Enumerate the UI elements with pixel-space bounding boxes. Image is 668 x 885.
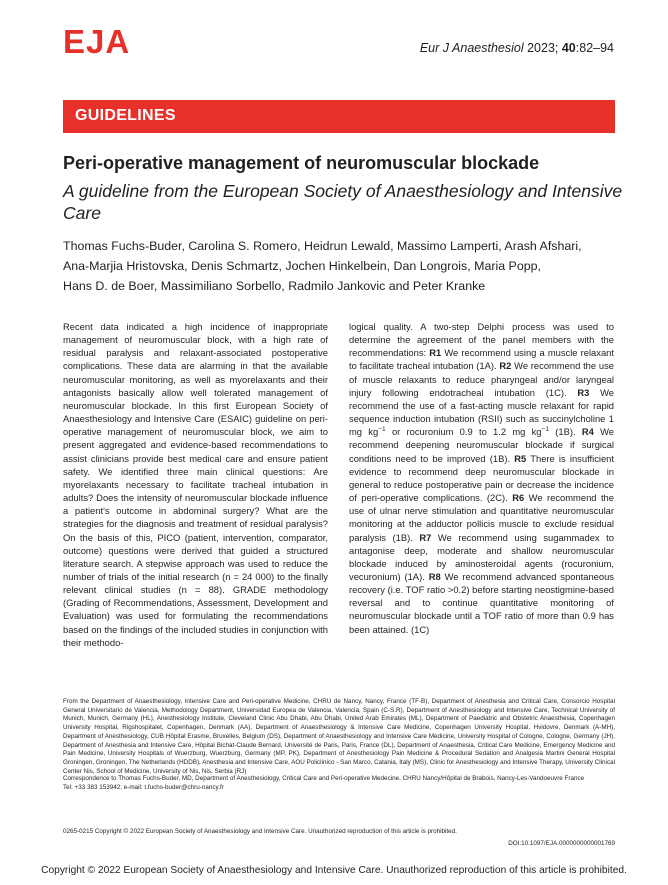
recommendation-text: We recommend using a muscle relaxant to facilitate tracheal intubation (1A).: [349, 347, 614, 372]
recommendation-label: R3: [577, 386, 590, 398]
superscript: −1: [378, 426, 386, 434]
recommendation-label: R4: [581, 426, 594, 438]
section-banner: [63, 100, 615, 133]
journal-citation: [420, 41, 614, 55]
journal-year: 2023;: [527, 41, 559, 55]
copyright-line: 0265-0215 Copyright © 2022 European Society of Anaesthesiology and Intensive Care. Unauthorized reproduction of this article is prohibited.: [63, 828, 457, 835]
recommendation-text: We recommend the use of a fast-acting muscle relaxant for rapid sequence induction intubation (RSII) such as succinylcholine 1 mg kg: [349, 386, 615, 438]
section-banner-label: GUIDELINES: [75, 107, 176, 124]
abstract-text: logical quality. A two-step Delphi process was used to determine the agreement of the panel members with the recommendations:: [349, 321, 614, 359]
abstract-left-column: Recent data indicated a high incidence of inappropriate management of neuromuscular block, with a high rate of residual paralysis and relaxant-associated postoperative complications. These data are alarming in that the available neuromuscular monitoring, as well as myorelaxants and their antagonists basically allow well tolerated management of neuromuscular blockade. In this first European Society of Anaesthesiology and Intensive Care (ESAIC) guideline on peri-operative management of neuromuscular block, we aim to present aggregated and evidence-based recommendations to assist clinicians provide best medical care and ensure patient safety. We identified three main clinical questions: Are myorelaxants necessary to facilitate tracheal intubation in adults? Does the intensity of neuromuscular blockade influence a patient's outcome in abdominal surgery? What are the strategies for the diagnosis and treatment of residual paralysis? On the basis of this, PICO (patient, intervention, comparator, outcome) questions were derived that guided a structured literature search. A stepwise approach was used to reduce the number of trials of the initial research (n = 24 000) to the finally relevant clinical studies (n = 88). GRADE methodology (Grading of Recommendations, Assessment, Development and Evaluation) was used for formulating the recommendations based on the findings of the included studies in conjunction with their methodo-: [63, 321, 328, 648]
recommendation-label: R8: [428, 570, 441, 582]
recommendation-label: R1: [429, 347, 442, 359]
recommendation-label: R6: [512, 492, 525, 504]
recommendation-text: There is insufficient evidence to recommend deep neuromuscular blockade in general to reduce postoperative pain or decrease the incidence of peri-operative complications. (2C).: [349, 452, 614, 504]
recommendation-text: We recommend advanced spontaneous recovery (i.e. TOF ratio >0.2) before starting neostigmine-based reversal and to continue quantitative monitoring of neuromuscular blockade until a TOF ratio of more than 0.9 has been attained. (1C): [349, 570, 614, 635]
journal-volume: 40: [561, 41, 576, 55]
page-footer: Copyright © 2022 European Society of Anaesthesiology and Intensive Care. Unauthorized reproduction of this article is prohibited.: [41, 865, 627, 876]
affiliations: From the Department of Anaesthesiology, Intensive Care and Peri-operative Medicine, CHRU de Nancy, Nancy, France (TF-B), Department of Anesthesia and Critical Care, Consorcio Hospital General Universitario de Valencia, Methodology Department, Universidad Europea de Valencia, Valencia, Spain (C-S.R), Department of Anesthesiology and Intensive Care, Technical University of Munich, Munich, Germany (HL), Anesthesiology Institute, Cleveland Clinic Abu Dhabi, Abu Dhabi, United Arab Emirates (ML), Department of Paediatric and Obstetric Anaesthesia, Copenhagen University Hospital, Rigshospitalet, Copenhagen, Denmark (AA), Department of Anaesthesiology & Intensive Care Medicine, Copenhagen University Hospital, Hvidovre, Denmark (A-MH), Department of Anesthesiology, CUB Hôpital Erasme, Bruxelles, Belgium (DS), Department of Anaesthesiology and Intensive Care Medicine, University Hospital of Cologne, Cologne, Germany (JH), Department of Anesthesia and Intensive Care, Hôpital Bichat-Claude Bernard, Université de Paris, Paris, France (DL), Department of Anaesthesia, Critical Care Medicine, Emergency Medicine and Pain Medicine, University Hospitals of Wuerzburg, Wuerzburg, Germany (MP, PK), Department of Anesthesiology Pain Medicine & Procedural Sedation and Analgesia Martini General Hospital Groningen, Groningen, The Netherlands (HDDB), Anesthesia and Intensive Care, AOU Policlinico - San Marco, Catania, Italy (MS), Clinic for Anesthesiology and Intensive Therapy, University Clinical Center Nis, School of Medicine, University of Nis, Nis, Serbia (RJ): [63, 698, 615, 775]
correspondence: Correspondence to Thomas Fuchs-Buder, MD, Department of Anesthesiology, Critical Care and Peri-operative Medecine, CHRU Nancy/Hôpital de Brabois, Nancy-Les-Vandoeuvre France: [63, 775, 585, 782]
abstract-right-column: [349, 320, 614, 636]
superscript: −1: [541, 426, 550, 434]
correspondence-block: [63, 775, 615, 792]
recommendation-label: R7: [419, 531, 432, 543]
author-line: Ana-Marjia Hristovska, Denis Schmartz, Jochen Hinkelbein, Dan Longrois, Maria Popp,: [63, 259, 541, 273]
recommendation-text: or rocuronium 0.9 to 1.2 mg kg: [385, 426, 542, 438]
doi: DOI:10.1097/EJA.0000000000001769: [508, 840, 615, 847]
recommendation-text: We recommend using sugammadex to antagonise deep, moderate and shallow neuromuscular blockade induced by aminosteroidal agents (rocuronium, vecuronium) (1A).: [349, 531, 614, 582]
recommendation-label: R2: [499, 360, 512, 372]
author-line: Thomas Fuchs-Buder, Carolina S. Romero, Heidrun Lewald, Massimo Lamperti, Arash Afshari,: [63, 239, 582, 253]
recommendation-text: We recommend deepening neuromuscular blockade if surgical conditions need to be improved (1B).: [349, 426, 615, 464]
author-line: Hans D. de Boer, Massimiliano Sorbello, Radmilo Jankovic and Peter Kranke: [63, 279, 486, 293]
journal-name: Eur J Anaesthesiol: [419, 41, 524, 55]
article-title: Peri-operative management of neuromuscular blockade: [63, 153, 540, 173]
author-list: [63, 236, 623, 296]
recommendation-text: We recommend the use of ulnar nerve stimulation and quantitative neuromuscular monitoring at the adductor pollicis muscle to exclude residual paralysis (1B).: [349, 492, 614, 543]
journal-logo: EJA: [63, 23, 131, 60]
recommendation-text: (1B).: [549, 426, 582, 438]
recommendation-text: We recommend the use of muscle relaxants to reduce pharyngeal and/or laryngeal injury following endotracheal intubation (1C).: [349, 360, 614, 398]
article-subtitle: A guideline from the European Society of Anaesthesiology and Intensive Care: [63, 181, 623, 223]
journal-pages: :82–94: [575, 41, 614, 55]
recommendation-label: R5: [514, 452, 527, 464]
contact-info: Tel: +33 383 153942; e-mail: t.fuchs-buder@chru-nancy.fr: [63, 783, 224, 791]
